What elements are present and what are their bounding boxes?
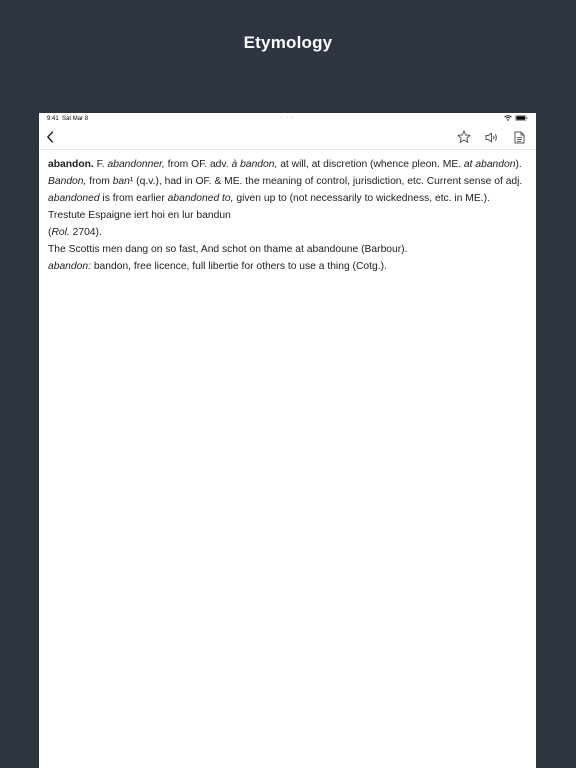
quote-line: The Scottis men dang on so fast, And schot on thame at abandoune (Barbour).	[48, 244, 408, 255]
banner-title: Etymology	[243, 33, 333, 52]
status-bar	[39, 113, 536, 125]
gloss-term: abandon:	[48, 261, 91, 272]
app-store-banner	[0, 0, 576, 113]
headword: abandon.	[48, 159, 94, 170]
status-time	[47, 116, 88, 122]
quote-line: Trestute Espaigne iert hoi en lur bandun	[48, 210, 231, 221]
quote-citation	[48, 224, 528, 241]
citation-paren: (	[48, 227, 52, 238]
entry-text: ¹ (q.v.), had in OF. & ME. the meaning of control, jurisdiction, etc. Current sense of adj.	[129, 176, 523, 187]
entry-italic: à bandon,	[231, 159, 278, 170]
entry-italic: Bandon,	[48, 176, 87, 187]
speaker-icon	[485, 131, 499, 144]
navigation-bar	[39, 125, 536, 150]
entry-italic: at abandon	[463, 159, 516, 170]
document-icon	[514, 131, 525, 144]
entry-text: at will, at discretion (whence pleon. ME.	[277, 159, 464, 170]
star-icon	[457, 130, 471, 144]
status-clock: 9:41	[47, 116, 59, 122]
favorite-button[interactable]	[456, 129, 471, 145]
entry-italic: abandonner,	[107, 159, 165, 170]
etymology-paragraph	[48, 156, 528, 207]
notes-button[interactable]	[512, 129, 527, 145]
entry-italic: abandoned to,	[167, 193, 234, 204]
back-button[interactable]	[43, 129, 57, 145]
entry-italic: ban	[112, 176, 130, 187]
citation-source: Rol.	[51, 227, 70, 238]
entry-text: given up to (not necessarily to wickedness, etc. in ME.).	[233, 193, 490, 204]
toolbar-actions	[456, 129, 527, 145]
pronounce-button[interactable]	[484, 129, 499, 145]
entry-text: F.	[93, 159, 108, 170]
entry-text: from	[86, 176, 113, 187]
battery-icon	[515, 115, 528, 121]
entry-text: is from earlier	[99, 193, 168, 204]
camera-dots: • • •	[280, 115, 295, 121]
status-indicators	[504, 115, 528, 121]
status-date: Sat Mar 8	[62, 116, 89, 122]
gloss-line	[48, 258, 528, 275]
entry-text: from OF. adv.	[164, 159, 232, 170]
device-screen	[39, 113, 536, 768]
etymology-entry	[39, 150, 536, 275]
chevron-left-icon	[46, 131, 54, 143]
citation-rest: 2704).	[69, 227, 102, 238]
entry-italic: abandoned	[48, 193, 100, 204]
entry-text: ).	[515, 159, 522, 170]
gloss-text: bandon, free licence, full libertie for others to use a thing (Cotg.).	[90, 261, 387, 272]
wifi-icon	[504, 115, 512, 121]
